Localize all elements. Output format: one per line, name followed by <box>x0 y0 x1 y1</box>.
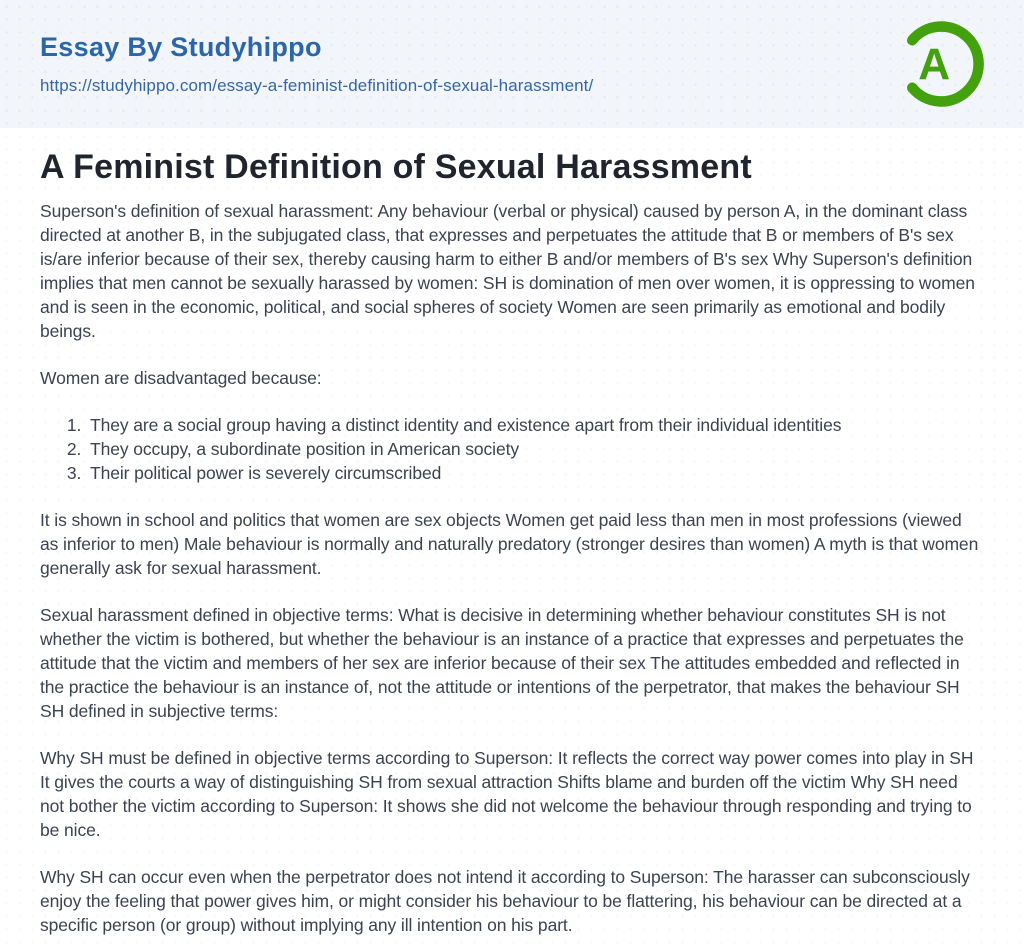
list-item: 2. They occupy, a subordinate position in American society <box>86 437 984 461</box>
list-heading: Women are disadvantaged because: <box>40 368 322 388</box>
page-url-link[interactable]: https://studyhippo.com/essay-a-feminist-definition-of-sexual-harassment/ <box>40 76 594 95</box>
page-header <box>0 0 1024 128</box>
intro-paragraph: Superson's definition of sexual harassment: Any behaviour (verbal or physical) caused by person A, in the dominant class directed at another B, in the subjugated class, that expresses and perpetuates the attitude that B or members of B's sex is/are inferior because of their sex, thereby causing harm to either B and/or members of B's sex Why Superson's definition implies that men cannot be sexually harassed by women: SH is domination of men over women, it is oppressing to women and is seen in the economic, political, and social spheres of society Women are seen primarily as emotional and bodily beings. <box>40 201 975 341</box>
list-item: 3. Their political power is severely circumscribed <box>86 461 984 485</box>
studyhippo-logo-icon <box>890 16 986 112</box>
disadvantage-list <box>40 413 984 485</box>
header-text-block <box>40 32 593 96</box>
logo-letter: A <box>918 40 951 90</box>
article-title: A Feminist Definition of Sexual Harassment <box>40 148 752 186</box>
logo-arc-icon <box>890 16 986 112</box>
article <box>0 128 1024 937</box>
site-title: Essay By Studyhippo <box>40 32 322 62</box>
body-paragraph: Why SH can occur even when the perpetrator does not intend it according to Superson: The harasser can subconsciously enjoy the feeling that power gives him, or might consider his behaviour to be flattering, his behaviour can be directed at a specific person (or group) without implying any ill intention on his part. <box>40 867 970 935</box>
body-paragraph: Sexual harassment defined in objective terms: What is decisive in determining whether behaviour constitutes SH is not whether the victim is bothered, but whether the behaviour is an instance of a practice that expresses and perpetuates the attitude that the victim and members of her sex are inferior because of their sex The attitudes embedded and reflected in the practice the behaviour is an instance of, not the attitude or intentions of the perpetrator, that makes the behaviour SH SH defined in subjective terms: <box>40 605 964 721</box>
list-item: 1. They are a social group having a distinct identity and existence apart from their individual identities <box>86 413 984 437</box>
body-paragraph: It is shown in school and politics that women are sex objects Women get paid less than men in most professions (viewed as inferior to men) Male behaviour is normally and naturally predatory (stronger desires than women) A myth is that women generally ask for sexual harassment. <box>40 510 979 578</box>
body-paragraph: Why SH must be defined in objective terms according to Superson: It reflects the correct way power comes into play in SH It gives the courts a way of distinguishing SH from sexual attraction Shifts blame and burden off the victim Why SH need not bother the victim according to Superson: It shows she did not welcome the behaviour through responding and trying to be nice. <box>40 748 974 840</box>
